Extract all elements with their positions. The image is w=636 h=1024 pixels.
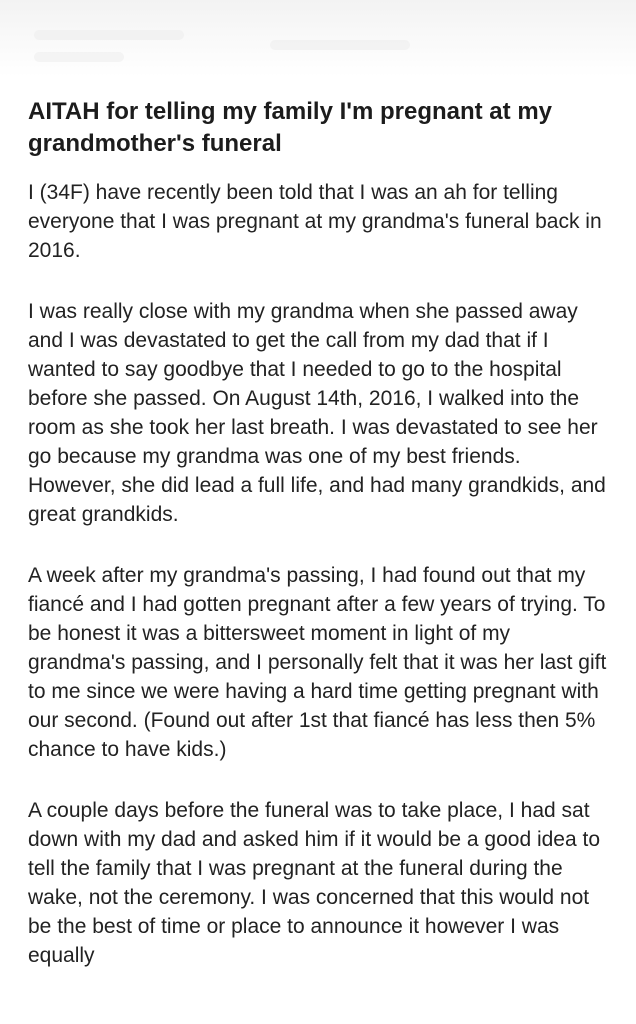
post-paragraph: I was really close with my grandma when she passed away and I was devastated to get the call from my dad that if I wanted to say goodbye that I needed to go to the hospital before she passed. On August 14th, 2016, I walked into the room as she took her last breath. I was devastated to see her go because my grandma was one of my best friends. However, she did lead a full life, and had many grandkids, and great grandkids.	[28, 300, 606, 526]
post-title: AITAH for telling my family I'm pregnant at my grandmother's funeral	[28, 98, 553, 157]
post-body	[28, 178, 612, 970]
faded-header-line	[34, 30, 184, 40]
post-paragraph: A couple days before the funeral was to take place, I had sat down with my dad and asked him if it would be a good idea to tell the family that I was pregnant at the funeral during the wake, not the ceremony. I was concerned that this would not be the best of time or place to announce it however I was equally	[28, 799, 601, 967]
post	[28, 96, 612, 1002]
post-paragraph: A week after my grandma's passing, I had found out that my fiancé and I had gotten pregnant after a few years of trying. To be honest it was a bittersweet moment in light of my grandma's passing, and I personally felt that it was her last gift to me since we were having a hard time getting pregnant with our second. (Found out after 1st that fiancé has less then 5% chance to have kids.)	[28, 564, 607, 761]
post-paragraph: I (34F) have recently been told that I was an ah for telling everyone that I was pregnant at my grandma's funeral back in 2016.	[28, 181, 602, 262]
faded-header-line	[270, 40, 410, 50]
faded-header-line	[34, 52, 124, 62]
